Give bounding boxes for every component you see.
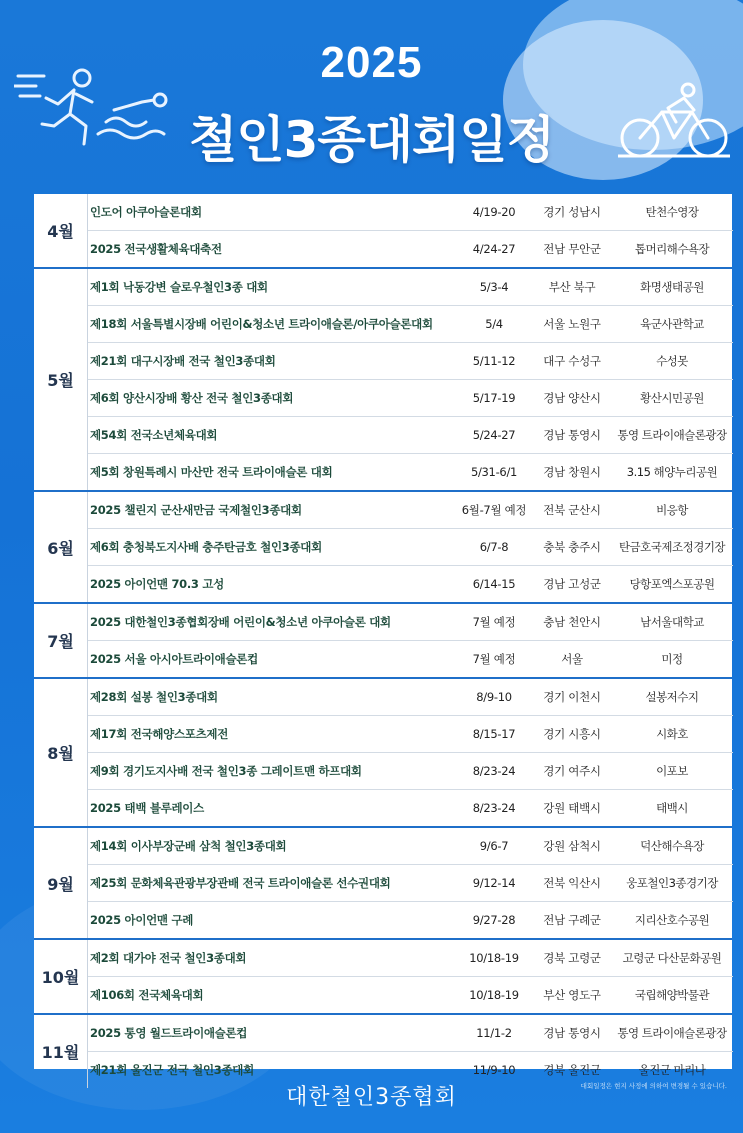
event-venue: 울진군 마리나 bbox=[638, 1063, 706, 1077]
table-row bbox=[88, 865, 733, 902]
event-location: 경남 창원시 bbox=[543, 465, 601, 479]
event-location: 전남 무안군 bbox=[543, 242, 601, 256]
event-name: 제25회 문화체육관광부장관배 전국 트라이애슬론 선수권대회 bbox=[90, 876, 391, 890]
table-row bbox=[88, 343, 733, 380]
event-name: 제17회 전국해양스포츠제전 bbox=[90, 727, 229, 741]
table-row bbox=[88, 380, 733, 417]
table-row bbox=[88, 604, 733, 641]
event-venue: 남서울대학교 bbox=[640, 615, 704, 629]
event-venue: 국립해양박물관 bbox=[634, 988, 710, 1002]
event-venue: 톱머리해수욕장 bbox=[634, 242, 710, 256]
month-label: 6월 bbox=[34, 492, 88, 602]
event-location: 부산 영도구 bbox=[543, 988, 601, 1002]
event-location: 충남 천안시 bbox=[543, 615, 601, 629]
month-label: 5월 bbox=[34, 269, 88, 490]
table-row bbox=[88, 641, 733, 677]
event-name: 제6회 양산시장배 황산 전국 철인3종대회 bbox=[90, 391, 294, 405]
event-date: 6월-7월 예정 bbox=[461, 503, 527, 517]
event-venue: 당항포엑스포공원 bbox=[629, 577, 715, 591]
table-row bbox=[88, 454, 733, 490]
event-name: 제14회 이사부장군배 삼척 철인3종대회 bbox=[90, 839, 287, 853]
month-label: 9월 bbox=[34, 828, 88, 938]
event-location: 경기 이천시 bbox=[543, 690, 601, 704]
event-name: 제106회 전국체육대회 bbox=[90, 988, 204, 1002]
event-venue: 탄금호국제조정경기장 bbox=[618, 540, 726, 554]
event-date: 6/7-8 bbox=[479, 540, 509, 554]
event-location: 부산 북구 bbox=[548, 280, 596, 294]
event-date: 5/31-6/1 bbox=[470, 465, 518, 479]
event-name: 2025 대한철인3종협회장배 어린이&청소년 아쿠아슬론 대회 bbox=[90, 615, 391, 629]
month-group bbox=[34, 1015, 732, 1088]
month-group bbox=[34, 604, 732, 679]
event-date: 11/9-10 bbox=[472, 1063, 516, 1077]
event-venue: 3.15 해양누리공원 bbox=[626, 465, 718, 479]
event-name: 제9회 경기도지사배 전국 철인3종 그레이트맨 하프대회 bbox=[90, 764, 362, 778]
event-name: 제54회 전국소년체육대회 bbox=[90, 428, 218, 442]
table-row bbox=[88, 716, 733, 753]
event-venue: 이포보 bbox=[656, 764, 688, 778]
event-date: 4/19-20 bbox=[472, 205, 516, 219]
event-name: 제18회 서울특별시장배 어린이&청소년 트라이애슬론/아쿠아슬론대회 bbox=[90, 317, 433, 331]
event-venue: 설봉저수지 bbox=[645, 690, 699, 704]
event-date: 5/24-27 bbox=[472, 428, 516, 442]
table-row bbox=[88, 566, 733, 602]
event-date: 7월 예정 bbox=[472, 652, 516, 666]
event-date: 4/24-27 bbox=[472, 242, 516, 256]
event-date: 7월 예정 bbox=[472, 615, 516, 629]
event-venue: 비응항 bbox=[656, 503, 688, 517]
event-date: 10/18-19 bbox=[469, 988, 519, 1002]
event-location: 경기 시흥시 bbox=[543, 727, 601, 741]
month-group bbox=[34, 828, 732, 940]
event-location: 경남 통영시 bbox=[543, 428, 601, 442]
month-group bbox=[34, 679, 732, 828]
event-location: 서울 노원구 bbox=[543, 317, 601, 331]
event-location: 전북 익산시 bbox=[543, 876, 601, 890]
table-row bbox=[88, 902, 733, 938]
event-location: 경기 여주시 bbox=[543, 764, 601, 778]
event-location: 전남 구례군 bbox=[543, 913, 601, 927]
event-venue: 화명생태공원 bbox=[640, 280, 704, 294]
event-location: 경남 고성군 bbox=[543, 577, 601, 591]
event-date: 5/11-12 bbox=[472, 354, 516, 368]
event-date: 6/14-15 bbox=[472, 577, 516, 591]
event-name: 제6회 충청북도지사배 충주탄금호 철인3종대회 bbox=[90, 540, 322, 554]
event-venue: 지리산호수공원 bbox=[634, 913, 710, 927]
table-row bbox=[88, 1015, 733, 1052]
event-name: 제2회 대가야 전국 철인3종대회 bbox=[90, 951, 247, 965]
event-venue: 황산시민공원 bbox=[640, 391, 704, 405]
event-name: 인도어 아쿠아슬론대회 bbox=[90, 205, 202, 219]
event-date: 5/4 bbox=[485, 317, 503, 331]
month-label: 7월 bbox=[34, 604, 88, 677]
table-row bbox=[88, 790, 733, 826]
event-venue: 시화호 bbox=[656, 727, 688, 741]
event-name: 제1회 낙동강변 슬로우철인3종 대회 bbox=[90, 280, 268, 294]
month-group bbox=[34, 940, 732, 1015]
event-date: 11/1-2 bbox=[476, 1026, 512, 1040]
event-location: 경기 성남시 bbox=[543, 205, 601, 219]
event-venue: 웅포철인3종경기장 bbox=[626, 876, 718, 890]
table-row bbox=[88, 529, 733, 566]
event-name: 제21회 울진군 전국 철인3종대회 bbox=[90, 1063, 254, 1077]
table-row bbox=[88, 269, 733, 306]
month-group bbox=[34, 269, 732, 492]
event-venue: 고령군 다산문화공원 bbox=[622, 951, 722, 965]
event-location: 대구 수성구 bbox=[543, 354, 601, 368]
table-row bbox=[88, 417, 733, 454]
title-year: 2025 bbox=[320, 38, 423, 87]
month-label: 11월 bbox=[34, 1015, 88, 1088]
event-location: 충북 충주시 bbox=[543, 540, 601, 554]
table-row bbox=[88, 977, 733, 1013]
event-date: 9/27-28 bbox=[472, 913, 516, 927]
event-date: 5/3-4 bbox=[479, 280, 509, 294]
event-venue: 통영 트라이애슬론광장 bbox=[617, 1026, 727, 1040]
event-venue: 통영 트라이애슬론광장 bbox=[617, 428, 727, 442]
event-name: 2025 아이언맨 구례 bbox=[90, 913, 194, 927]
event-location: 전북 군산시 bbox=[543, 503, 601, 517]
event-date: 9/12-14 bbox=[472, 876, 516, 890]
event-venue: 육군사관학교 bbox=[640, 317, 704, 331]
event-location: 경북 고령군 bbox=[543, 951, 601, 965]
event-location: 강원 태백시 bbox=[543, 801, 601, 815]
event-name: 2025 전국생활체육대축전 bbox=[90, 242, 222, 256]
table-row bbox=[88, 231, 733, 267]
event-name: 제21회 대구시장배 전국 철인3종대회 bbox=[90, 354, 276, 368]
month-group bbox=[34, 492, 732, 604]
page-title: 철인3종대회일정 bbox=[189, 111, 554, 169]
event-date: 8/23-24 bbox=[472, 801, 516, 815]
table-row bbox=[88, 679, 733, 716]
event-name: 2025 서울 아시아트라이애슬론컵 bbox=[90, 652, 258, 666]
event-name: 2025 챌린지 군산새만금 국제철인3종대회 bbox=[90, 503, 302, 517]
event-venue: 태백시 bbox=[656, 801, 688, 815]
event-name: 2025 통영 월드트라이애슬론컵 bbox=[90, 1026, 248, 1040]
event-name: 제28회 설봉 철인3종대회 bbox=[90, 690, 218, 704]
event-location: 경남 양산시 bbox=[543, 391, 601, 405]
month-label: 4월 bbox=[34, 194, 88, 267]
event-venue: 미정 bbox=[661, 652, 683, 666]
event-name: 2025 태백 블루레이스 bbox=[90, 801, 204, 815]
month-group bbox=[34, 194, 732, 269]
event-date: 8/23-24 bbox=[472, 764, 516, 778]
event-date: 10/18-19 bbox=[469, 951, 519, 965]
table-row bbox=[88, 940, 733, 977]
table-row bbox=[88, 306, 733, 343]
table-row bbox=[88, 828, 733, 865]
event-date: 9/6-7 bbox=[479, 839, 509, 853]
event-date: 5/17-19 bbox=[472, 391, 516, 405]
event-location: 서울 bbox=[561, 652, 583, 666]
footer-note: 대회일정은 현지 사정에 의하여 변경될 수 있습니다. bbox=[580, 1082, 727, 1090]
event-location: 경남 통영시 bbox=[543, 1026, 601, 1040]
event-date: 8/9-10 bbox=[476, 690, 512, 704]
table-row bbox=[88, 753, 733, 790]
event-name: 제5회 창원특례시 마산만 전국 트라이애슬론 대회 bbox=[90, 465, 333, 479]
schedule-table bbox=[34, 194, 732, 1077]
event-venue: 덕산해수욕장 bbox=[640, 839, 704, 853]
organization-name: 대한철인3종협회 bbox=[286, 1085, 457, 1110]
month-label: 8월 bbox=[34, 679, 88, 826]
event-venue: 수성못 bbox=[656, 354, 688, 368]
event-name: 2025 아이언맨 70.3 고성 bbox=[90, 577, 224, 591]
table-row bbox=[88, 492, 733, 529]
event-date: 8/15-17 bbox=[472, 727, 516, 741]
month-label: 10월 bbox=[34, 940, 88, 1013]
table-row bbox=[88, 194, 733, 231]
event-location: 경북 울진군 bbox=[543, 1063, 601, 1077]
event-venue: 탄천수영장 bbox=[645, 205, 699, 219]
event-location: 강원 삼척시 bbox=[543, 839, 601, 853]
